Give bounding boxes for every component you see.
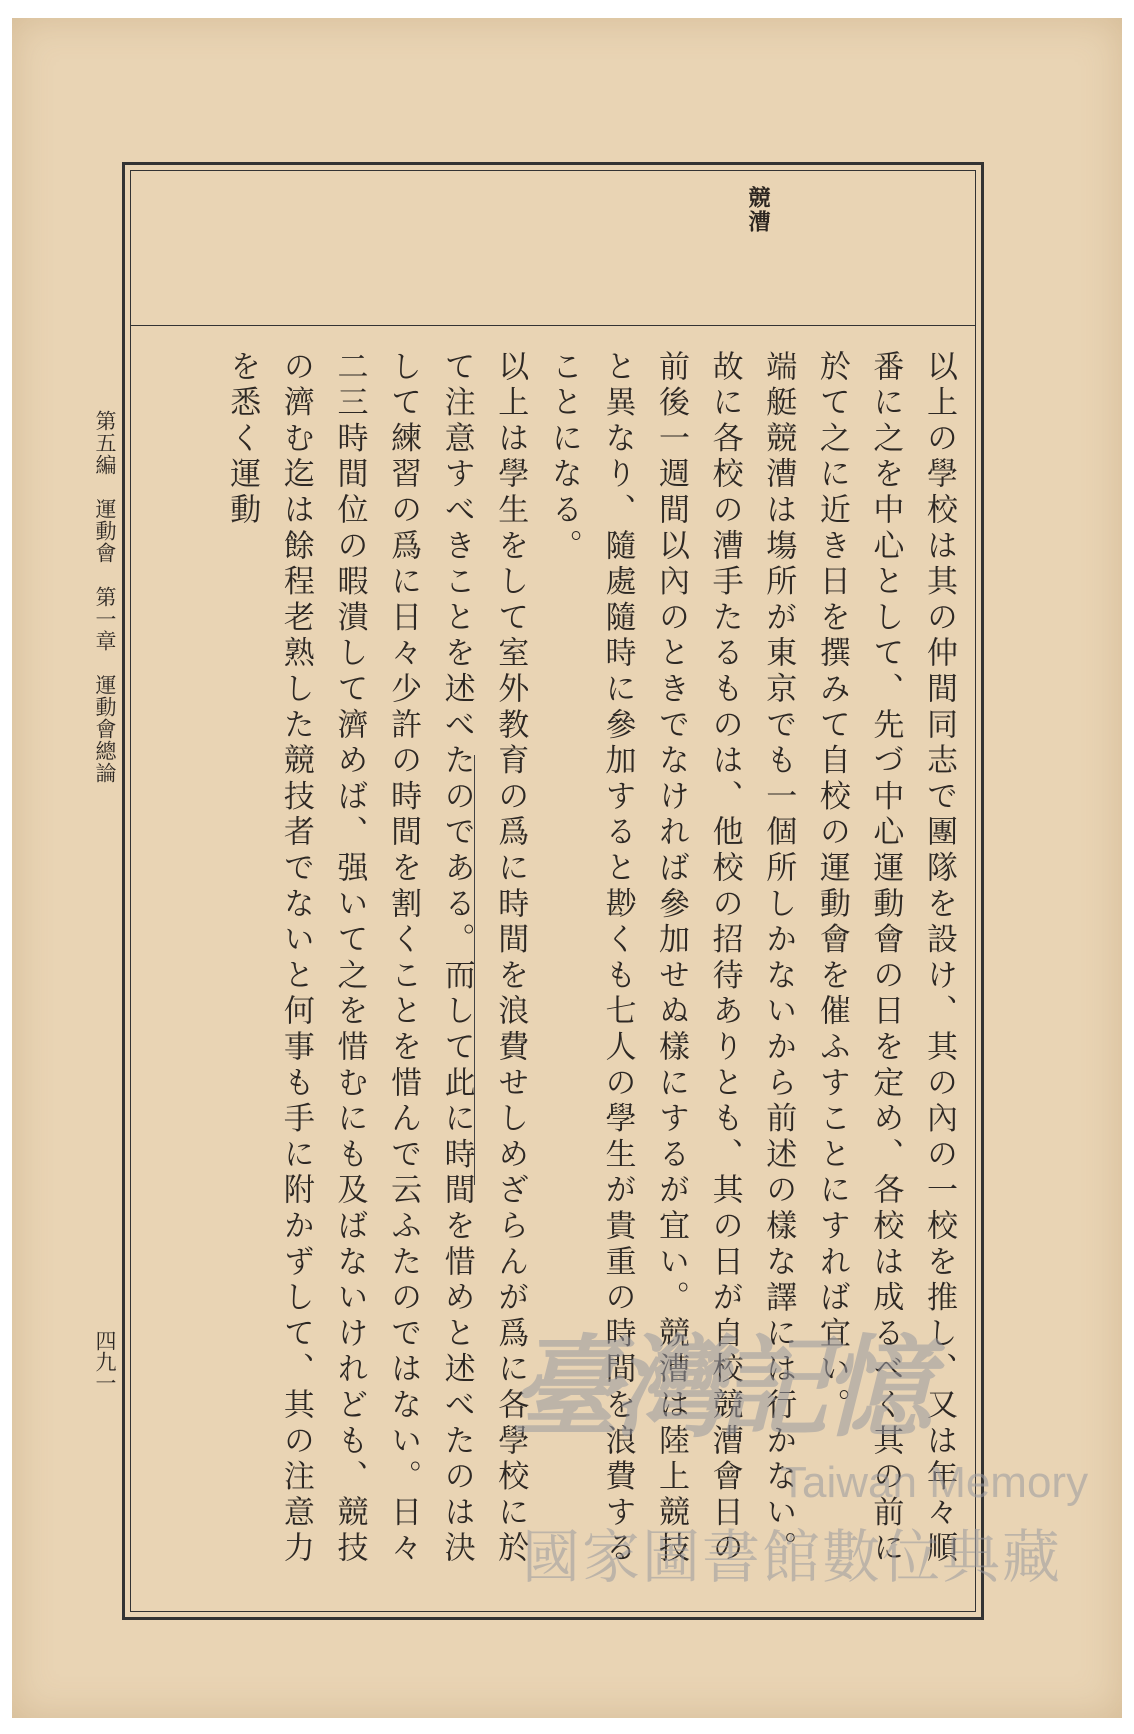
watermark	[510, 1300, 1089, 1600]
header-rule	[130, 325, 976, 326]
watermark-logo: 臺灣記憶	[510, 1323, 926, 1452]
chapter-footer: 第五編 運動會 第一章 運動會總論	[93, 410, 117, 784]
page-number: 四九一	[93, 1330, 117, 1393]
running-head: 競漕	[745, 186, 771, 234]
paragraph-2: 端艇競漕は塲所が東京でも一個所しかないから前述の樣な譯には行かない。故に各校の漕手たるものは、他校の招待ありとも、其の日が自校競漕會日の前後一週間以內のときでなければ參加せぬ樣にするが宜い。競漕は陸上競技と異なり、隨處隨時に參加すると尠くも七人の學生が貴重の時間を浪費することになる。	[545, 350, 797, 1568]
section-divider	[474, 755, 475, 1185]
paragraph-3: 以上は學生をして室外教育の爲に時間を浪費せしめざらんが爲に各學校に於て注意すべきことを述べたのである。而して此に時間を惜めと述べたのは決して練習の爲に日々少許の時間を割くことを惜んで云ふたのではない。日々二三時間位の暇潰して濟めば、强いて之を惜むにも及ばないけれども、競技の濟む迄は餘程老熟した競技者でないと何事も手に附かずして、其の注意力を悉く運動	[224, 350, 529, 1568]
watermark-latin: Taiwan Memory	[780, 1458, 1089, 1507]
watermark-org: 國家圖書館數位典藏	[522, 1525, 1063, 1590]
paragraph-1: 以上の學校は其の仲間同志で團隊を設け、其の內の一校を推し、又は年々順番に之を中心として、先づ中心運動會の日を定め、各校は成るべく其の前に於て之に近き日を撰みて自校の運動會を催ふすことにすれば宜い。	[813, 350, 957, 1568]
